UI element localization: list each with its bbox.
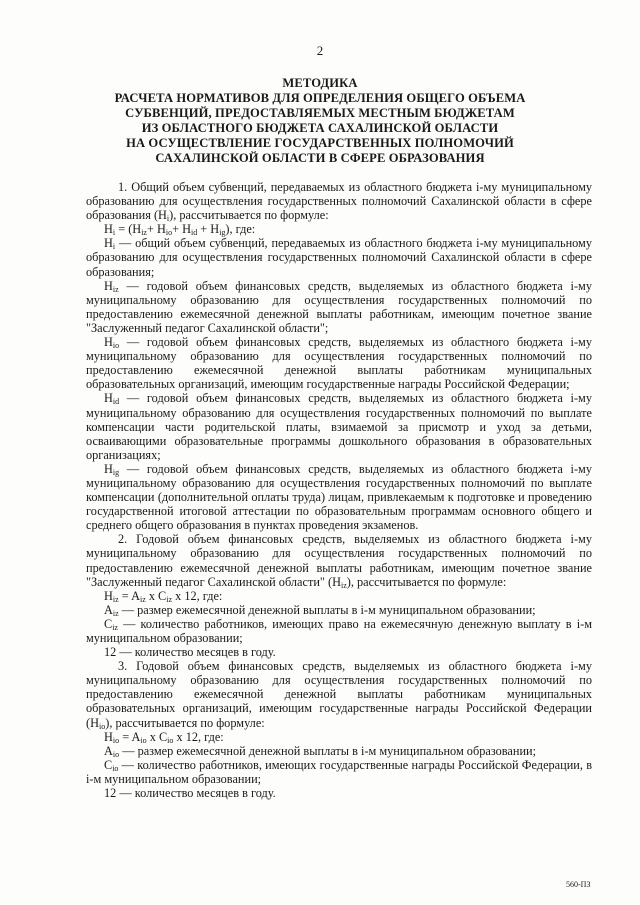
paragraph: 12 — количество месяцев в году.	[104, 645, 276, 660]
paragraph: $C_{iz}$ — количество работников, имеющих право на ежемесячную денежную выплату в i-м муниципальном образовании;	[86, 616, 592, 645]
footer-code: 560-ПЗ	[566, 880, 591, 889]
paragraph: 12 — количество месяцев в году.	[104, 786, 276, 801]
paragraph: $H_i = (H_{iz}+ H_{io}+ H_{id} + H_{ig})$, где:	[104, 222, 256, 238]
paragraph: $H_{iz} = A_{iz}$ x $C_{iz}$ x 12, где:	[104, 588, 223, 604]
paragraph: $H_{ig}$ — годовой объем финансовых средств, выделяемых из областного бюджета i-му муниципальному образованию для осуществления государственных полномочий по выплате компенсации (дополнительной оплаты труда) лицам, привлекаемым к подготовке и проведению государственной итоговой аттестации по образовательным программам основного общего и среднего общего образования в пунктах проведения экзаменов.	[86, 461, 592, 533]
paragraph: $H_{iz}$ — годовой объем финансовых средств, выделяемых из областного бюджета i-му муниципальному образованию для осуществления государственных полномочий по предоставлению ежемесячной денежной выплаты работникам, имеющим почетное звание "Заслуженный педагог Сахалинской области";	[86, 278, 592, 335]
page-number: 2	[316, 43, 324, 58]
paragraph: $A_{iz}$ — размер ежемесячной денежной выплаты в i-м муниципальном образовании;	[104, 602, 536, 618]
title-line: СУБВЕНЦИЙ, ПРЕДОСТАВЛЯЕМЫХ МЕСТНЫМ БЮДЖЕТАМ	[125, 105, 515, 120]
title-line: РАСЧЕТА НОРМАТИВОВ ДЛЯ ОПРЕДЕЛЕНИЯ ОБЩЕГО ОБЪЕМА	[114, 90, 526, 105]
paragraph: $C_{io}$ — количество работников, имеющих государственные награды Российской Федерации, в i-м муниципальном образовании;	[86, 757, 592, 786]
document-body	[86, 180, 592, 800]
paragraph: $A_{io}$ — размер ежемесячной денежной выплаты в i-м муниципальном образовании;	[104, 743, 537, 759]
title-line: ИЗ ОБЛАСТНОГО БЮДЖЕТА САХАЛИНСКОЙ ОБЛАСТИ	[141, 120, 499, 135]
title-line: МЕТОДИКА	[282, 76, 358, 90]
paragraph: 1. Общий объем субвенций, передаваемых из областного бюджета i-му муниципальному образованию для осуществления государственных полномочий Сахалинской области в сфере образования $(H_i)$, рассчитывается по формуле:	[86, 180, 592, 224]
paragraph: $H_{id}$ — годовой объем финансовых средств, выделяемых из областного бюджета i-му муниципальному образованию для осуществления государственных полномочий по выплате компенсации части родительской платы, взимаемой за присмотр и уход за детьми, осваивающими образовательные программы дошкольного образования в образовательных организациях;	[86, 391, 592, 462]
paragraph: $H_{io}$ — годовой объем финансовых средств, выделяемых из областного бюджета i-му муниципальному образованию для осуществления государственных полномочий по предоставлению ежемесячной денежной выплаты работникам муниципальных образовательных организаций, имеющим государственные награды Российской Федерации;	[86, 335, 592, 392]
paragraph: 2. Годовой объем финансовых средств, выделяемых из областного бюджета i-му муниципальному образованию для осуществления государственных полномочий по предоставлению ежемесячной денежной выплаты работникам, имеющим почетное звание "Заслуженный педагог Сахалинской области" $(H_{iz})$, рассчитывается по формуле:	[86, 532, 592, 590]
title-line: САХАЛИНСКОЙ ОБЛАСТИ В СФЕРЕ ОБРАЗОВАНИЯ	[155, 150, 485, 165]
title-line: НА ОСУЩЕСТВЛЕНИЕ ГОСУДАРСТВЕННЫХ ПОЛНОМОЧИЙ	[126, 135, 514, 150]
paragraph: $H_i$ — общий объем субвенций, передаваемых из областного бюджета i-му муниципальному образованию для осуществления государственных полномочий Сахалинской области в сфере образования;	[86, 236, 592, 279]
paragraph: 3. Годовой объем финансовых средств, выделяемых из областного бюджета i-му муниципальному образованию для осуществления государственных полномочий по предоставлению ежемесячной денежной выплаты работникам муниципальных образовательных организаций, имеющим государственные награды Российской Федерации $(H_{io})$, рассчитывается по формуле:	[86, 659, 592, 731]
paragraph: $H_{io} = A_{io}$ x $C_{io}$ x 12, где:	[104, 729, 224, 745]
document-title	[80, 76, 560, 165]
